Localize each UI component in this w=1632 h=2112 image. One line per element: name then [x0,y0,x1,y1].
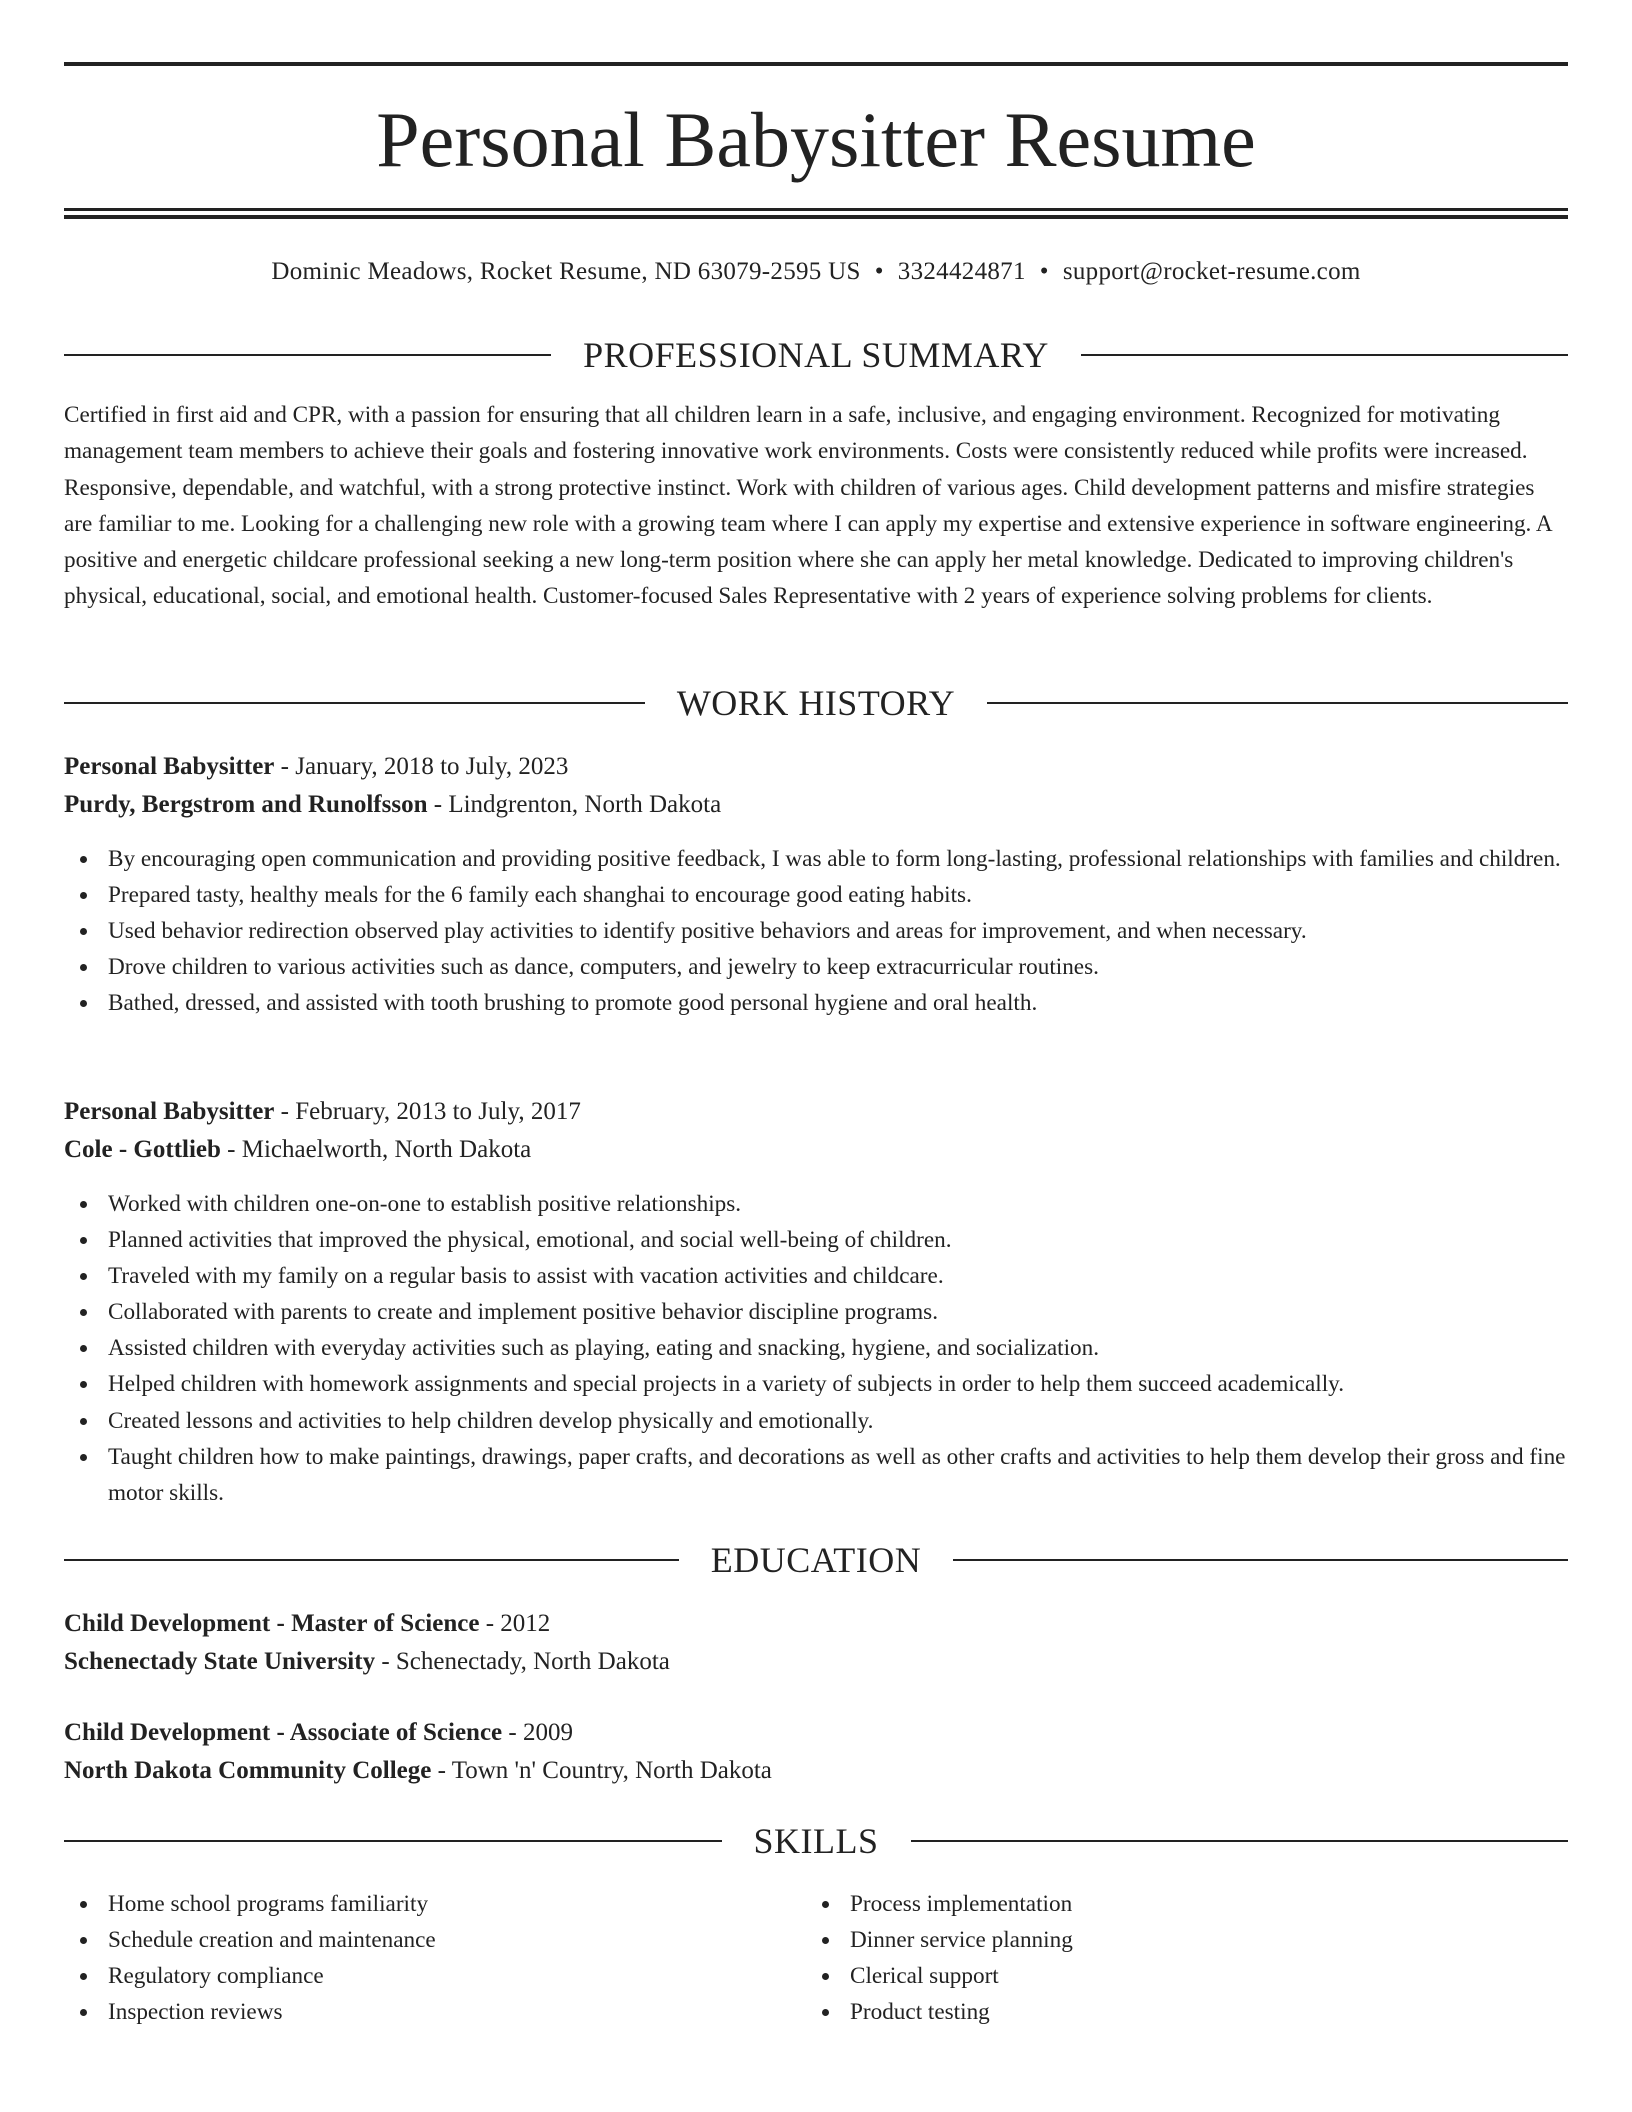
job-location: - Lindgrenton, North Dakota [427,791,722,818]
job-1-bullets [64,841,1568,1021]
education-degree: Child Development - Master of Science [64,1610,480,1637]
job-employer: Cole - Gottlieb [64,1136,221,1163]
education-school: Schenectady State University [64,1648,376,1675]
section-header-skills [64,1816,1568,1866]
divider-line [64,1840,722,1842]
divider-line [953,1559,1568,1561]
section-title-summary: PROFESSIONAL SUMMARY [583,335,1049,375]
contact-separator: • [1039,258,1049,285]
job-2-employer-line [64,1131,1568,1169]
job-location: - Michaelworth, North Dakota [220,1136,532,1163]
list-item: Used behavior redirection observed play activities to identify positive behaviors and areas for improvement, and when necessary. [64,913,1568,949]
section-header-education [64,1535,1568,1585]
list-item: Drove children to various activities such as dance, computers, and jewelry to keep extracurricular routines. [64,949,1568,985]
list-item: Bathed, dressed, and assisted with tooth brushing to promote good personal hygiene and oral health. [64,985,1568,1021]
job-title: Personal Babysitter [64,753,275,780]
skill-item: Dinner service planning [806,1922,1632,1958]
skill-item: Schedule creation and maintenance [64,1922,1568,1958]
title-rule-lower [64,215,1568,219]
education-1-school-line [64,1643,1568,1681]
skill-item: Home school programs familiarity [64,1886,1568,1922]
job-title: Personal Babysitter [64,1098,275,1125]
divider-line [64,354,551,356]
job-dates: - February, 2013 to July, 2017 [274,1098,581,1125]
divider-line [987,702,1568,704]
list-item: Collaborated with parents to create and implement positive behavior discipline programs. [64,1294,1568,1330]
job-1-title-line [64,748,1568,786]
list-item: Prepared tasty, healthy meals for the 6 family each shanghai to encourage good eating habits. [64,877,1568,913]
list-item: Planned activities that improved the physical, emotional, and social well-being of children. [64,1222,1568,1258]
list-item: By encouraging open communication and providing positive feedback, I was able to form long-lasting, professional relationships with families and children. [64,841,1568,877]
job-2-title-line [64,1093,1568,1131]
job-dates: - January, 2018 to July, 2023 [274,753,569,780]
list-item: Taught children how to make paintings, drawings, paper crafts, and decorations as well as other crafts and activities to help them develop their gross and fine motor skills. [64,1439,1568,1511]
contact-separator: • [874,258,884,285]
section-title-work: WORK HISTORY [676,683,956,723]
contact-address: Dominic Meadows, Rocket Resume, ND 63079-2595 US [271,258,861,285]
divider-line [64,702,645,704]
skill-item: Regulatory compliance [64,1958,1568,1994]
list-item: Traveled with my family on a regular basis to assist with vacation activities and childcare. [64,1258,1568,1294]
education-year: - 2009 [502,1719,573,1746]
education-location: - Schenectady, North Dakota [375,1648,670,1675]
section-title-skills: SKILLS [753,1821,879,1861]
summary-text: Certified in first aid and CPR, with a passion for ensuring that all children learn in a safe, inclusive, and engaging environment. Recognized for motivating management team members to achieve their goals and fostering innovative work environments. Costs were consistently reduced while profits were increased. Responsive, dependable, and watchful, with a strong protective instinct. Work with children of various ages. Child development patterns and misfire strategies are familiar to me. Looking for a challenging new role with a growing team where I can apply my expertise and extensive experience in software engineering. A positive and energetic childcare professional seeking a new long-term position where she can apply her metal knowledge. Dedicated to improving children's physical, educational, social, and emotional health. Customer-focused Sales Representative with 2 years of experience solving problems for clients. [64,402,1552,610]
job-employer: Purdy, Bergstrom and Runolfsson [64,791,428,818]
divider-line [911,1840,1569,1842]
contact-email: support@rocket-resume.com [1062,258,1361,285]
list-item: Created lessons and activities to help children develop physically and emotionally. [64,1403,1568,1439]
section-title-education: EDUCATION [710,1540,922,1580]
divider-line [1081,354,1568,356]
skills-list-right [806,1886,1632,2030]
education-1-degree-line [64,1605,1568,1643]
title-rule-upper [64,208,1568,211]
divider-line [64,1559,679,1561]
job-2-bullets [64,1186,1568,1511]
list-item: Worked with children one-on-one to establish positive relationships. [64,1186,1568,1222]
skill-item: Product testing [806,1994,1632,2030]
section-header-work [64,678,1568,728]
skill-item: Inspection reviews [64,1994,1568,2030]
list-item: Helped children with homework assignments and special projects in a variety of subjects in order to help them succeed academically. [64,1366,1568,1402]
list-item: Assisted children with everyday activities such as playing, eating and snacking, hygiene, and socialization. [64,1330,1568,1366]
skill-item: Clerical support [806,1958,1632,1994]
education-location: - Town 'n' Country, North Dakota [431,1757,772,1784]
education-2-degree-line [64,1714,1568,1752]
contact-line [64,252,1568,292]
education-school: North Dakota Community College [64,1757,432,1784]
skill-item: Process implementation [806,1886,1632,1922]
top-rule [64,62,1568,66]
contact-phone: 3324424871 [897,258,1026,285]
education-year: - 2012 [479,1610,551,1637]
section-header-summary [64,330,1568,380]
education-2-school-line [64,1752,1568,1790]
resume-title: Personal Babysitter Resume [376,96,1256,183]
education-degree: Child Development - Associate of Science [64,1719,503,1746]
job-1-employer-line [64,786,1568,824]
